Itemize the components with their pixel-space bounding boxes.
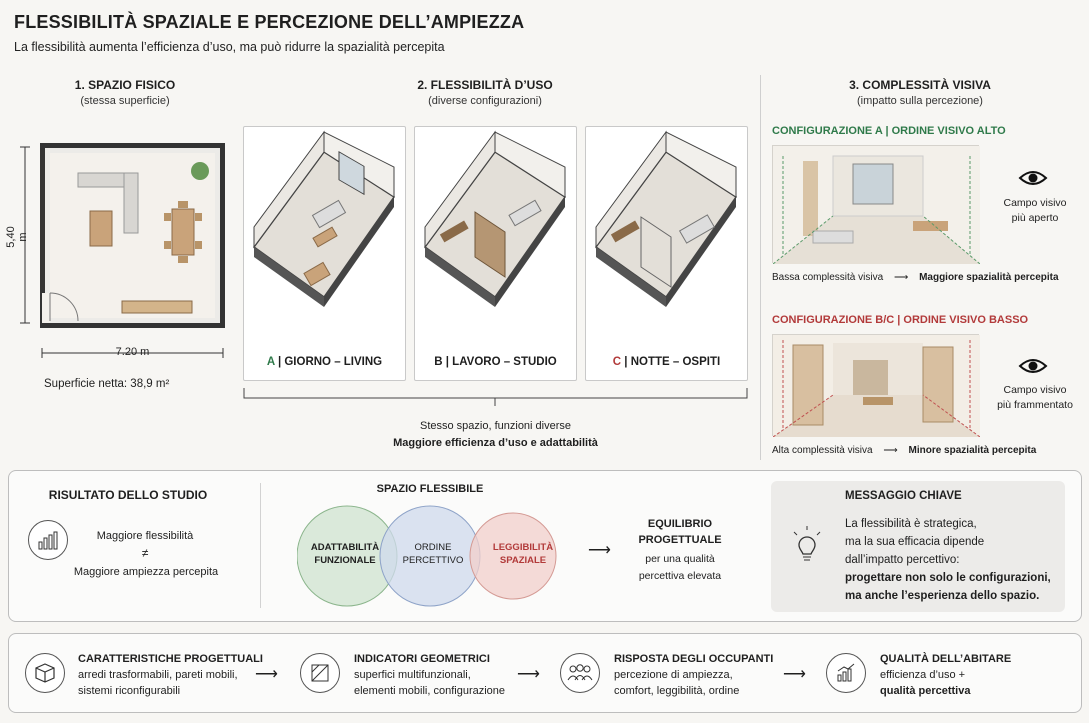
- config-bc-right: Minore spazialità percepita: [908, 445, 1037, 456]
- flow-item-1: [78, 651, 263, 699]
- config-a-label: GIORNO – LIVING: [284, 356, 383, 368]
- flow-item-2: [354, 651, 505, 699]
- people-icon-wrap: [560, 653, 600, 693]
- config-a-left: Bassa complessità visiva: [772, 272, 884, 283]
- config-bc-eye-label-1: Campo visivo: [1003, 384, 1067, 396]
- message-line-2: ma la sua efficacia dipende: [845, 536, 985, 548]
- config-c-caption: C | NOTTE – OSPITI: [612, 356, 721, 368]
- arrow-icon: ⟶: [893, 272, 909, 283]
- config-c-panel: [585, 126, 748, 381]
- arrow-icon: ⟶: [255, 666, 278, 683]
- floor-plan-drawing: [40, 143, 225, 328]
- config-a-right: Maggiore spazialità percepita: [919, 272, 1059, 283]
- config-bc-perspective: [773, 335, 980, 437]
- flow-2-line-2: elementi mobili, configurazione: [354, 685, 506, 697]
- result-neq: ≠: [141, 546, 149, 560]
- cube-icon-wrap: [25, 653, 65, 693]
- venn-c3-1: LEGGIBILITÀ: [492, 542, 554, 553]
- config-a-iso-drawing: [244, 127, 405, 337]
- message-body: [845, 515, 1051, 605]
- bar-chart-icon: [37, 530, 59, 550]
- flow-4-line-2: qualità percettiva: [880, 685, 971, 697]
- config-a-caption: A | GIORNO – LIVING: [266, 356, 383, 368]
- section2-heading: 2. FLESSIBILITÀ D’USO: [417, 78, 553, 92]
- flow-4-line-1: efficienza d’uso +: [880, 669, 966, 681]
- venn-c1-2: FUNZIONALE: [314, 555, 376, 566]
- lightbulb-icon-wrap: [790, 525, 824, 570]
- configs-bracket: [243, 388, 748, 408]
- area-label: Superficie netta: 38,9 m²: [44, 378, 170, 390]
- page-subtitle: La flessibilità aumenta l’efficienza d’uso, ma può ridurre la spazialità percepita: [14, 40, 445, 54]
- flow-4-title: QUALITÀ DELL’ABITARE: [880, 653, 1012, 665]
- floor-plan: [40, 143, 225, 328]
- section2-sub: (diverse configurazioni): [428, 95, 542, 107]
- bracket-line: [243, 388, 748, 408]
- flow-1-title: CARATTERISTICHE PROGETTUALI: [78, 653, 263, 665]
- venn-c2-2: PERCETTIVO: [402, 555, 464, 566]
- page-title: FLESSIBILITÀ SPAZIALE E PERCEZIONE DELL’AMPIEZZA: [14, 12, 525, 32]
- message-line-1: La flessibilità è strategica,: [845, 518, 977, 530]
- config-a-title: CONFIGURAZIONE A | ORDINE VISIVO ALTO: [772, 125, 1006, 137]
- message-line-4: progettare non solo le configurazioni,: [845, 572, 1051, 584]
- flow-1-line-2: sistemi riconfigurabili: [78, 685, 181, 697]
- eye-icon: [1018, 168, 1048, 188]
- section-divider: [760, 75, 761, 460]
- config-bc-title: CONFIGURAZIONE B/C | ORDINE VISIVO BASSO: [772, 314, 1029, 326]
- configs-caption-2: Maggiore efficienza d’uso e adattabilità: [393, 437, 598, 449]
- config-bc-render: [772, 334, 979, 436]
- config-b-letter: B: [434, 356, 443, 368]
- arrow-icon: ⟶: [517, 666, 540, 683]
- config-a-perspective: [773, 146, 980, 264]
- config-c-label: NOTTE – OSPITI: [630, 356, 721, 368]
- config-b-panel: [414, 126, 577, 381]
- eq-2: PROGETTUALE: [638, 534, 722, 546]
- flow-1-line-1: arredi trasformabili, pareti mobili,: [78, 669, 238, 681]
- eye-icon-bc: [1018, 356, 1048, 381]
- cube-icon: [34, 662, 56, 684]
- arrow-icon: ⟶: [783, 666, 806, 683]
- venn-c3-2: SPAZIALE: [499, 555, 547, 566]
- config-bc-left: Alta complessità visiva: [772, 445, 873, 456]
- eq-3: per una qualità: [645, 553, 715, 565]
- geometry-icon-wrap: [300, 653, 340, 693]
- venn-c1-1: ADATTABILITÀ: [310, 542, 380, 553]
- lightbulb-icon: [790, 525, 824, 565]
- arrow-icon: ⟶: [588, 542, 611, 559]
- flow-item-4: [880, 651, 1011, 699]
- section3-heading: 3. COMPLESSITÀ VISIVA: [849, 78, 991, 92]
- section1-heading: 1. SPAZIO FISICO: [74, 78, 176, 92]
- flow-2-line-1: superfici multifunzionali,: [354, 669, 471, 681]
- config-a-eye-label-2: più aperto: [1011, 212, 1059, 224]
- config-bc-relation: [772, 445, 1072, 456]
- flow-3-line-2: comfort, leggibilità, ordine: [614, 685, 740, 697]
- results-divider: [260, 483, 261, 608]
- config-a-render: [772, 145, 979, 263]
- flow-3-title: RISPOSTA DEGLI OCCUPANTI: [614, 653, 774, 665]
- trend-chart-icon: [835, 662, 857, 684]
- config-a-panel: [243, 126, 406, 381]
- section1-sub: (stessa superficie): [80, 95, 170, 107]
- eq-4: percettiva elevata: [638, 570, 722, 582]
- config-b-iso-drawing: [415, 127, 576, 337]
- geometry-icon: [309, 662, 331, 684]
- height-label: 5,40 m: [5, 226, 29, 248]
- trend-icon-wrap: [826, 653, 866, 693]
- flow-2-title: INDICATORI GEOMETRICI: [354, 653, 490, 665]
- config-a-eye-label-1: Campo visivo: [1003, 197, 1067, 209]
- eq-1: EQUILIBRIO: [647, 518, 713, 530]
- config-c-iso-drawing: [586, 127, 747, 337]
- result-line-2: Maggiore ampiezza percepita: [73, 566, 219, 578]
- eye-icon: [1018, 356, 1048, 376]
- section3-sub: (impatto sulla percezione): [857, 95, 983, 107]
- config-bc-eye-label-2: più frammentato: [997, 399, 1073, 411]
- chart-icon-wrap: [28, 520, 68, 560]
- flow-3-line-1: percezione di ampiezza,: [614, 669, 733, 681]
- eye-icon-a: [1018, 168, 1048, 193]
- config-a-relation: [772, 272, 1072, 283]
- configs-caption-1: Stesso spazio, funzioni diverse: [419, 420, 572, 432]
- message-heading: MESSAGGIO CHIAVE: [845, 490, 962, 502]
- config-c-letter: C: [612, 356, 622, 368]
- flow-item-3: [614, 651, 773, 699]
- message-line-5: ma anche l’esperienza dello spazio.: [845, 590, 1040, 602]
- width-label: 7.20 m: [115, 346, 150, 358]
- venn-heading: SPAZIO FLESSIBILE: [376, 483, 484, 495]
- people-icon: [567, 662, 593, 684]
- message-line-3: dall’impatto percettivo:: [845, 554, 960, 566]
- result-heading: RISULTATO DELLO STUDIO: [48, 488, 208, 502]
- venn-c2-1: ORDINE: [414, 542, 452, 553]
- config-a-letter: A: [266, 356, 275, 368]
- result-line-1: Maggiore flessibilità: [96, 530, 194, 542]
- config-b-label: LAVORO – STUDIO: [452, 356, 557, 368]
- config-b-caption: B | LAVORO – STUDIO: [434, 356, 557, 368]
- arrow-icon: ⟶: [883, 445, 898, 456]
